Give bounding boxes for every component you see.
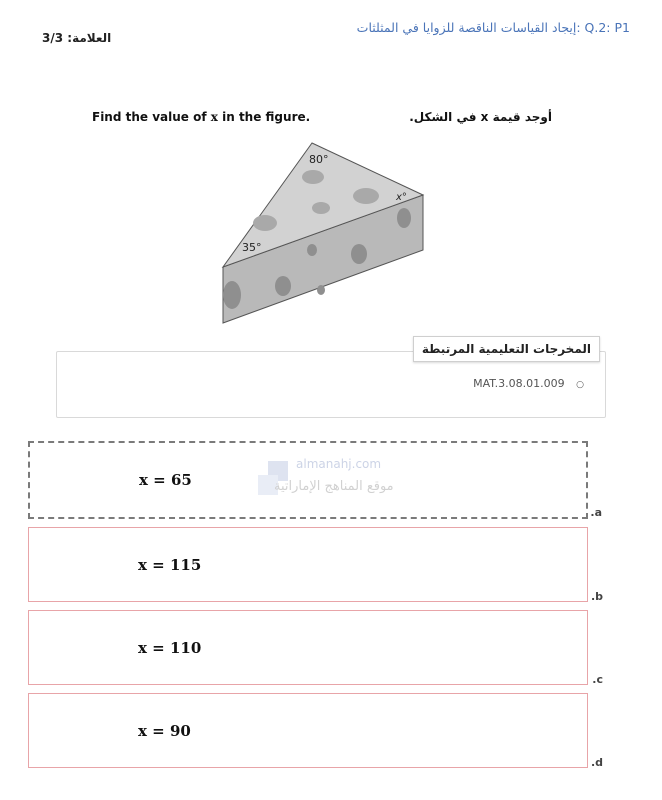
bullet-circle-icon: ○ [576, 380, 584, 390]
answer-option-text: x = 115 [138, 555, 202, 574]
question-title: Q.2: P1 :إيجاد القياسات الناقصة للزوايا في المثلثات [356, 20, 630, 35]
answer-option-c[interactable] [28, 610, 603, 686]
score-value: 3/3 [42, 31, 64, 45]
question-arabic: أوجد قيمة x في الشكل. [409, 110, 552, 124]
watermark-arabic: موقع المناهج الإماراتية [274, 479, 394, 494]
cheese-hole [307, 244, 317, 256]
watermark-url: almanahj.com [296, 457, 382, 471]
angle-left-label: 35° [242, 241, 262, 254]
score-label: العلامة: [67, 31, 112, 45]
cheese-hole [312, 202, 330, 214]
cheese-hole [353, 188, 379, 204]
question-english-before: Find the value of [92, 110, 207, 124]
angle-right-label: x° [396, 192, 407, 203]
score [42, 31, 111, 45]
learning-outcome-item [473, 377, 584, 390]
cheese-triangle-figure [220, 140, 426, 328]
answer-option-text: x = 90 [138, 721, 191, 740]
answer-option-b[interactable] [28, 527, 603, 603]
cheese-hole [223, 281, 241, 309]
answer-option-letter: .c [592, 673, 603, 686]
cheese-hole [351, 244, 367, 264]
question-english [92, 110, 310, 124]
cheese-hole [253, 215, 277, 231]
answer-option-text: x = 65 [139, 471, 192, 489]
cheese-hole [317, 285, 325, 295]
answer-option-text: x = 110 [138, 638, 202, 657]
learning-outcomes-title[interactable]: المخرجات التعليمية المرتبطة [413, 336, 600, 362]
outcome-code: MAT.3.08.01.009 [473, 377, 565, 390]
question-variable: x [210, 110, 218, 124]
answer-option-letter: .d [590, 756, 603, 769]
cheese-hole [275, 276, 291, 296]
question-english-after: in the figure. [222, 110, 311, 124]
answer-option-d[interactable] [28, 693, 603, 769]
answer-option-a[interactable] [28, 441, 602, 519]
answer-option-letter: .b [590, 590, 603, 603]
cheese-hole [302, 170, 324, 184]
angle-top-label: 80° [309, 153, 329, 166]
answer-option-letter: .a [590, 506, 602, 519]
cheese-hole [397, 208, 411, 228]
